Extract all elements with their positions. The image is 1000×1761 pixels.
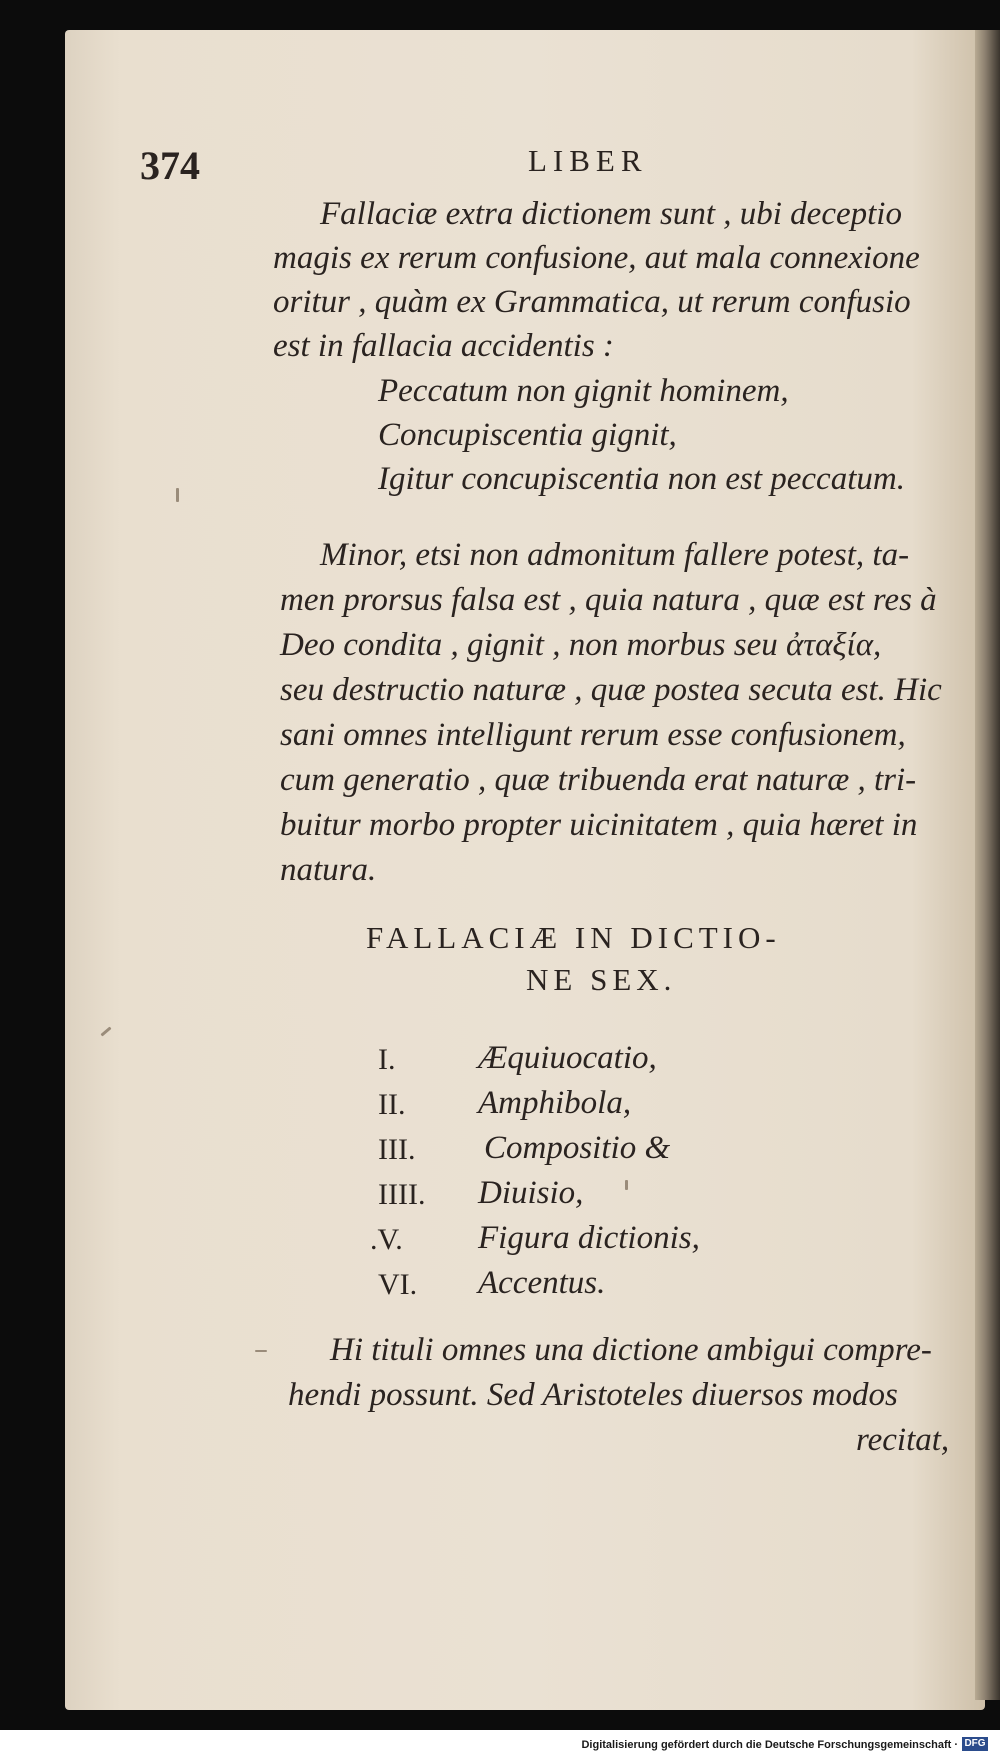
text-line: sani omnes intelligunt rerum esse confusionem, (280, 717, 906, 753)
list-item: Amphibola, (478, 1085, 632, 1121)
text-line: magis ex rerum confusione, aut mala connexione (273, 240, 920, 276)
text-line: natura. (280, 852, 377, 888)
section-heading: NE SEX. (526, 962, 677, 997)
page-number: 374 (140, 143, 200, 188)
stain-mark (625, 1180, 628, 1190)
list-number: .V. (370, 1223, 403, 1256)
syllogism-line: Concupiscentia gignit, (378, 417, 677, 453)
footer-credit: Digitalisierung gefördert durch die Deutsche Forschungsgemeinschaft · (581, 1739, 958, 1751)
section-heading: FALLACIÆ IN DICTIO- (366, 920, 781, 955)
text-line: oritur , quàm ex Grammatica, ut rerum confusio (273, 284, 911, 320)
book-page (65, 30, 985, 1710)
text-line: buitur morbo propter uicinitatem , quia hæret in (280, 807, 918, 843)
text-line: Hi tituli omnes una dictione ambigui compre- (330, 1332, 932, 1368)
stain-mark (255, 1350, 267, 1352)
text-line: Deo condita , gignit , non morbus seu ἀταξία, (280, 627, 882, 663)
list-number: I. (378, 1043, 396, 1076)
syllogism-line: Peccatum non gignit hominem, (378, 373, 789, 409)
text-line: est in fallacia accidentis : (273, 328, 614, 364)
page-edge-shadow (975, 30, 1000, 1700)
list-item: Figura dictionis, (478, 1220, 700, 1256)
stain-mark (176, 488, 179, 502)
list-number: VI. (378, 1268, 418, 1301)
text-line: Fallaciæ extra dictionem sunt , ubi deceptio (320, 196, 902, 232)
text-line: men prorsus falsa est , quia natura , quæ est res à (280, 582, 937, 618)
text-line: recitat, (856, 1422, 950, 1458)
running-head: LIBER (528, 143, 648, 178)
list-item: Æquiuocatio, (478, 1040, 657, 1076)
list-number: III. (378, 1133, 416, 1166)
text-line: Minor, etsi non admonitum fallere potest, ta- (320, 537, 910, 573)
list-number: II. (378, 1088, 406, 1121)
list-item: Diuisio, (478, 1175, 584, 1211)
text-line: hendi possunt. Sed Aristoteles diuersos modos (288, 1377, 898, 1413)
list-item: Accentus. (478, 1265, 606, 1301)
text-line: cum generatio , quæ tribuenda erat naturæ , tri- (280, 762, 917, 798)
dfg-logo: DFG (962, 1737, 988, 1751)
text-line: seu destructio naturæ , quæ postea secuta est. Hic (280, 672, 942, 708)
list-number: IIII. (378, 1178, 426, 1211)
syllogism-line: Igitur concupiscentia non est peccatum. (378, 461, 905, 497)
list-item: Compositio & (484, 1130, 671, 1166)
